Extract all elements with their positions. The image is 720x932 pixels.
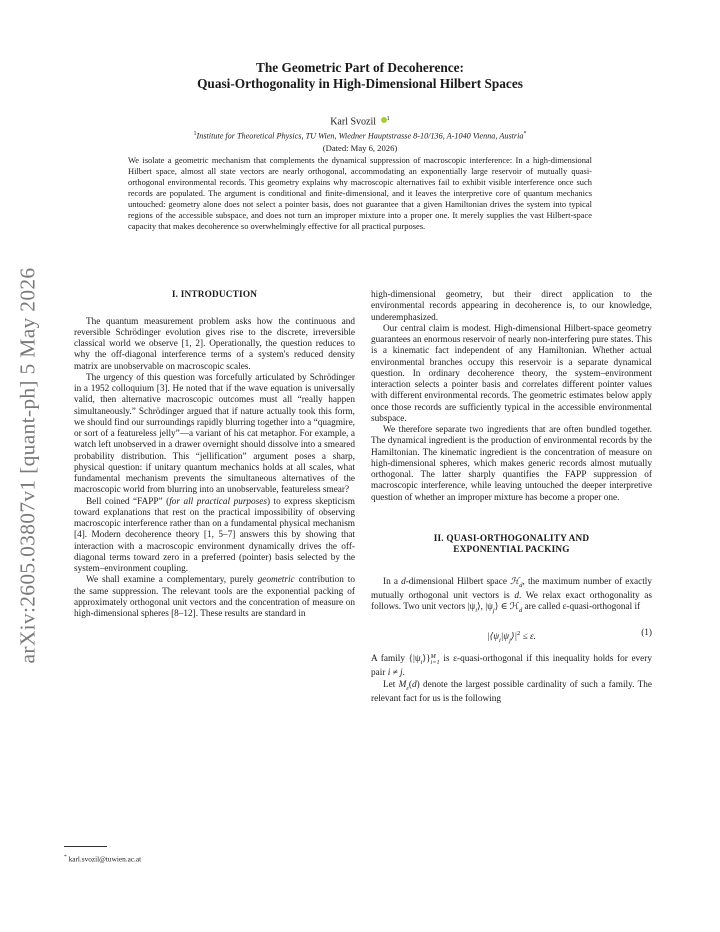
eq-sub-i: i	[498, 637, 501, 645]
s2p3-a: Let	[383, 679, 399, 690]
right-column	[371, 290, 652, 705]
s2p1-g: ⟩ ∈ ℋ	[494, 602, 519, 613]
s2p1-f: ⟩, |ψ	[477, 602, 493, 613]
author-line	[100, 113, 620, 128]
s2p3-d: d	[412, 679, 417, 690]
p3-emphasis: for all practical purposes	[169, 496, 267, 507]
s2p1-b: -dimensional Hilbert space	[405, 576, 511, 587]
date-line: (Dated: May 6, 2026)	[322, 142, 398, 153]
p3-part-b: ) to express skepticism toward explanations that rest on the practical impossibility of observing macroscopic interference rather than on a fundamental physical mechanism [4]. Modern decoherence theory [1, 5–7] answers this by showing that interaction with a macroscopic environment dynamically drives the off-diagonal terms toward zero in a preferred (pointer) basis selected by the system–environment coupling.	[74, 496, 355, 574]
equation-1	[371, 622, 652, 650]
intro-continuation: high-dimensional geometry, but their direct application to the environmental records appearing in decoherence is, to our knowledge, underemphasized.	[371, 290, 652, 323]
s2p1-dsub: d	[518, 606, 523, 614]
arxiv-identifier[interactable]	[3, 250, 53, 680]
intro-paragraph-2: The urgency of this question was forcefully articulated by Schrödinger in a 1952 colloquium [3]. He noted that if the wave equation is universally valid, then alternative macroscopic outcomes must all “really happen simultaneously.” Schrödinger argued that if nature actually took this form, we should find our surroundings rapidly blurring together into a “quagmire, or sort of a featureless jelly”—a variant of his cat metaphor. For example, a watch left unobserved in a drawer overnight should dissolve into a smeared probability distribution. This “jellification” argument poses a sharp, physical question: if unitary quantum mechanics holds at all scales, what fundamental mechanism prevents the simultaneous alternatives of the macroscopic world from blurring into an unobservable, featureless smear?	[74, 372, 355, 496]
s2p2-sub: i=1	[430, 659, 440, 667]
eq-rhs: ≤ ε.	[520, 632, 536, 643]
s2p1-e: . We relax exact orthogonality as follows. Two unit vectors |ψ	[371, 590, 652, 613]
affiliation-sup: 1	[193, 131, 197, 138]
section-2-paragraph-1	[371, 577, 652, 616]
abstract	[128, 155, 592, 232]
arxiv-identifier-text: arXiv:2605.03807v1 [quant-ph] 5 May 2026	[15, 267, 40, 663]
equation-1-body	[371, 628, 652, 646]
s2p3-c: ) denote the largest possible cardinality of such a family. The relevant fact for us is the following	[371, 679, 652, 704]
section-2-heading-line-2: EXPONENTIAL PACKING	[453, 545, 570, 556]
footnote-mark: *	[64, 854, 67, 860]
s2p1-h: are called ε-quasi-orthogonal if	[522, 602, 641, 613]
p4-part-b: contribution to the same suppression. The relevant tools are the exponential packing of approximately orthogonal unit vectors and the concentration of measure on high-dimensional spheres [8–12]. These results are standard in	[74, 575, 355, 619]
author-name: Karl Svozil	[330, 116, 377, 128]
eq-power: 2	[517, 630, 521, 638]
title-line-1: The Geometric Part of Decoherence:	[256, 60, 464, 75]
author-affiliation-sup: 1	[386, 115, 390, 122]
footnote-email[interactable]: karl.svozil@tuwien.ac.at	[68, 854, 142, 864]
s2p1-d2: d	[514, 590, 520, 601]
footnote	[64, 853, 141, 863]
affiliation	[80, 129, 640, 142]
s2p2-i: i	[420, 659, 423, 667]
s2p1-d: d	[401, 576, 406, 587]
s2p3-M: M	[398, 679, 407, 690]
s2p2-c: is ε-quasi-orthogonal if this inequality holds for every pair	[371, 654, 652, 679]
section-2-heading-line-1: II. QUASI-ORTHOGONALITY AND	[433, 533, 590, 544]
section-2-paragraph-2	[371, 654, 652, 679]
eq-sub-j: j	[509, 637, 511, 645]
s2p1-j: j	[492, 606, 495, 614]
title-line-2: Quasi-Orthogonality in High-Dimensional Hilbert Spaces	[197, 76, 523, 91]
intro-paragraph-4	[74, 575, 355, 620]
affiliation-text: Institute for Theoretical Physics, TU Wien, Wiedner Hauptstrasse 8-10/136, A-1040 Vienna, Austria	[196, 132, 524, 142]
title-block	[100, 60, 620, 154]
eq-lhs-c: ⟩|	[510, 632, 518, 643]
s2p2-d: .	[402, 668, 405, 679]
s2p2-b: ⟩}	[422, 654, 431, 665]
section-1-heading: I. INTRODUCTION	[171, 290, 258, 300]
p4-part-a: We shall examine a complementary, purely	[86, 575, 258, 586]
affiliation-footnote-mark: *	[523, 131, 527, 138]
section-2-paragraph-3	[371, 680, 652, 705]
s2p3-sub: ε	[406, 684, 409, 692]
footnote-rule	[64, 846, 107, 847]
s2p3-b: (	[408, 679, 413, 690]
paper-title	[100, 60, 620, 92]
eq-lhs-a: |⟨ψ	[487, 632, 499, 643]
s2p1-i: i	[475, 606, 478, 614]
p3-part-a: Bell coined “FAPP” (	[86, 496, 170, 507]
s2p2-ij: i ≠ j	[387, 668, 403, 679]
intro-paragraph-1: The quantum measurement problem asks how the continuous and reversible Schrödinger evolution gives rise to the discrete, irreversible classical world we observe [1, 2]. Operationally, the question reduces to why the off-diagonal interference terms of a system's reduced density matrix are unobservable on macroscopic scales.	[74, 316, 355, 372]
s2p1-c: , the maximum number of exactly mutually orthogonal unit vectors is	[371, 576, 652, 601]
intro-paragraph-6: We therefore separate two ingredients that are often bundled together. The dynamical ingredient is the production of environmental records by the Hamiltonian. The kinematic ingredient is the concentration of measure on high-dimensional spheres, which makes generic records almost mutually orthogonal. The latter sharply quantifies the FAPP suppression of macroscopic interference, while leaving untouched the deeper interpretive question of whether an improper mixture has become a proper one.	[371, 425, 652, 503]
equation-1-number: (1)	[641, 628, 652, 639]
section-2-heading	[371, 534, 652, 557]
s2p2-sup: M	[430, 653, 436, 661]
intro-paragraph-5: Our central claim is modest. High-dimensional Hilbert-space geometry guarantees an enormous reservoir of nearly non-interfering pure states. This is a kinematic fact independent of any Hamiltonian. Whether actual environmental branches occupy this reservoir is a separate dynamical question. In ordinary decoherence theory, the system–environment interaction selects a pointer basis and correlates different pointer values with different environmental records. The geometric estimates below apply once those records are sufficiently typical in the accessible environmental subspace.	[371, 323, 652, 424]
left-column	[74, 288, 355, 620]
intro-paragraph-3	[74, 497, 355, 576]
p4-emphasis: geometric	[257, 575, 295, 586]
s2p2-a: A family {|ψ	[371, 654, 421, 665]
eq-lhs-b: |ψ	[500, 632, 510, 643]
s2p1-hilbert: ℋ	[510, 576, 520, 587]
s2p1-a: In a	[383, 576, 402, 587]
abstract-text: We isolate a geometric mechanism that complements the dynamical suppression of macroscopic interference: In a high-dimensional Hilbert space, almost all state vectors are nearly orthogonal, accommodating an exponentially large reservoir of mutually quasi-orthogonal environmental records. This geometry explains why macroscopic alternatives fail to exhibit visible interference once such records are populated. The argument is conditional and finite-dimensional, and it leaves the interpretive core of quantum mechanics untouched: geometry alone does not select a pointer basis, does not guarantee that a given Hamiltonian drives the system into typical regions of the accessible subspace, and does not turn an improper mixture into a proper one. It merely supplies the vast Hilbert-space capacity that makes decoherence so overwhelmingly effective for all practical purposes.	[128, 155, 592, 231]
s2p1-hilbert-sub: d	[519, 581, 523, 589]
